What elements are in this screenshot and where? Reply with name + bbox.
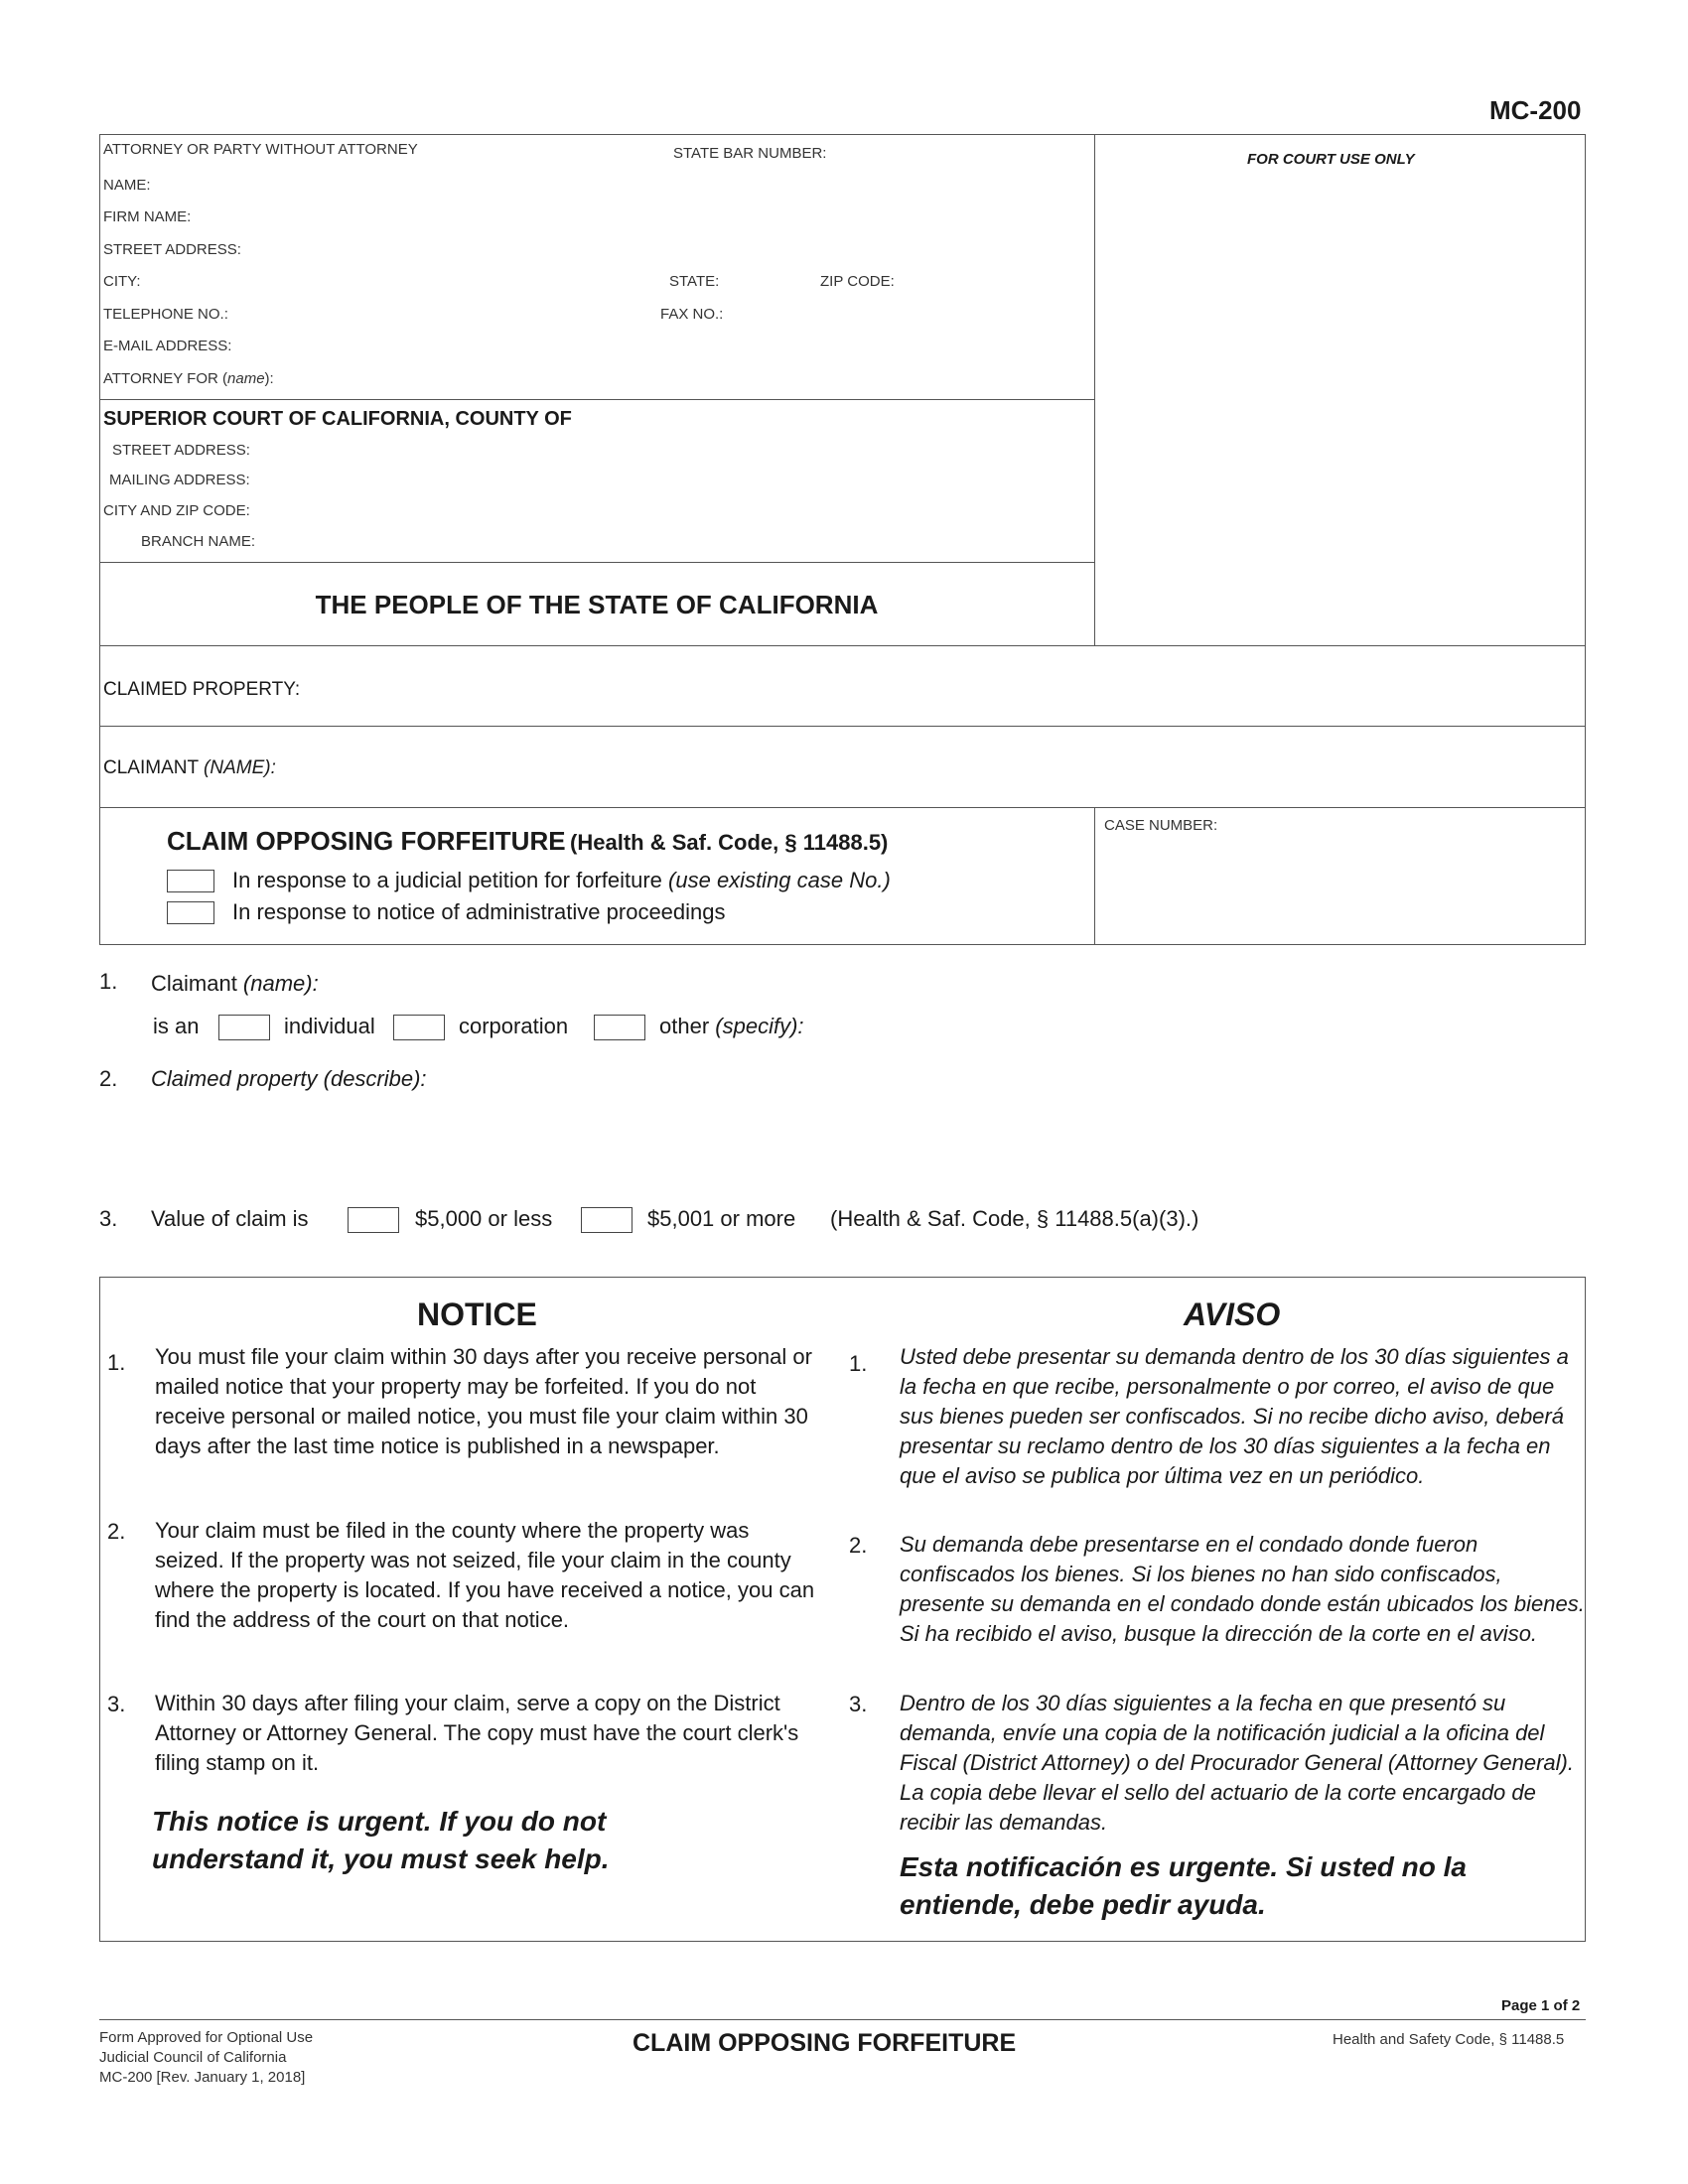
city-label: CITY:: [103, 273, 141, 290]
aviso-urgent: Esta notificación es urgente. Si usted no la entiende, debe pedir ayuda.: [900, 1851, 1468, 1920]
item-3-label: Value of claim is: [151, 1206, 309, 1231]
other-label: other (specify):: [659, 1014, 804, 1038]
case-number-label: CASE NUMBER:: [1104, 817, 1218, 834]
court-mailing-label: MAILING ADDRESS:: [109, 472, 250, 488]
item-2-number: 2.: [99, 1066, 118, 1091]
value-less-label: $5,000 or less: [415, 1206, 553, 1231]
state-bar-label: STATE BAR NUMBER:: [673, 145, 827, 162]
notice-item-3: Within 30 days after filing your claim, serve a copy on the District Attorney or Attorney General. The copy must have the court clerk's filing stamp on it.: [155, 1691, 799, 1775]
aviso-item-2: Su demanda debe presentarse en el condado donde fueron confiscados los bienes. Si los bienes no han sido confiscados, presente su demanda en el condado donde están ubicados los bienes. Si ha recibido el aviso, busque la dirección de la corte en el aviso.: [900, 1532, 1585, 1646]
is-an-label: is an: [153, 1014, 200, 1038]
court-branch-label: BRANCH NAME:: [141, 533, 256, 550]
notice-item-1-number: 1.: [107, 1350, 126, 1375]
aviso-heading: AVISO: [1184, 1297, 1281, 1332]
individual-label: individual: [284, 1014, 375, 1038]
claimed-property-label: CLAIMED PROPERTY:: [103, 679, 301, 700]
form-number: MC-200: [1489, 95, 1582, 125]
other-checkbox[interactable]: [594, 1015, 645, 1040]
notice-item-2-number: 2.: [107, 1519, 126, 1544]
page-number: Page 1 of 2: [1501, 1997, 1581, 2014]
administrative-checkbox[interactable]: [167, 901, 214, 924]
people-title: THE PEOPLE OF THE STATE OF CALIFORNIA: [315, 590, 879, 619]
administrative-label: In response to notice of administrative proceedings: [232, 899, 726, 924]
individual-checkbox[interactable]: [218, 1015, 270, 1040]
court-street-label: STREET ADDRESS:: [112, 442, 250, 459]
footer-title: CLAIM OPPOSING FORFEITURE: [633, 2029, 1017, 2057]
value-code-label: (Health & Saf. Code, § 11488.5(a)(3).): [830, 1206, 1199, 1231]
email-label: E-MAIL ADDRESS:: [103, 338, 232, 354]
fax-label: FAX NO.:: [660, 306, 724, 323]
court-cityzip-label: CITY AND ZIP CODE:: [103, 502, 250, 519]
aviso-item-3: Dentro de los 30 días siguientes a la fecha en que presentó su demanda, envíe una copia de la notificación judicial a la oficina del Fiscal (District Attorney) o del Procurador General (Attorney General). La copia debe llevar el sello del actuario de la corte encargado de recibir las demandas.: [900, 1691, 1574, 1835]
footer-approved: Form Approved for Optional Use: [99, 2029, 314, 2046]
aviso-item-1-number: 1.: [849, 1351, 868, 1376]
judicial-petition-label: In response to a judicial petition for forfeiture (use existing case No.): [232, 868, 891, 892]
notice-item-3-number: 3.: [107, 1692, 126, 1716]
item-1-number: 1.: [99, 969, 118, 994]
footer-council: Judicial Council of California: [99, 2049, 287, 2066]
notice-item-2: Your claim must be filed in the county where the property was seized. If the property was not seized, file your claim in the county where the property is located. If you have received a notice, you can find the address of the court on that notice.: [155, 1518, 815, 1632]
attorney-for-label: ATTORNEY FOR (name):: [103, 370, 274, 387]
court-heading: SUPERIOR COURT OF CALIFORNIA, COUNTY OF: [103, 408, 572, 430]
aviso-item-2-number: 2.: [849, 1533, 868, 1558]
notice-item-1: You must file your claim within 30 days after you receive personal or mailed notice that your property may be forfeited. If you do not receive personal or mailed notice, you must file your claim within 30 days after the last time notice is published in a newspaper.: [155, 1344, 812, 1458]
footer-revision: MC-200 [Rev. January 1, 2018]: [99, 2069, 306, 2086]
firm-label: FIRM NAME:: [103, 208, 192, 225]
street-label: STREET ADDRESS:: [103, 241, 241, 258]
claimant-label: CLAIMANT (NAME):: [103, 757, 276, 778]
value-more-label: $5,001 or more: [647, 1206, 796, 1231]
court-use-label: FOR COURT USE ONLY: [1247, 151, 1415, 168]
corporation-label: corporation: [459, 1014, 569, 1038]
zip-label: ZIP CODE:: [820, 273, 895, 290]
attorney-heading: ATTORNEY OR PARTY WITHOUT ATTORNEY: [103, 141, 418, 158]
footer-code: Health and Safety Code, § 11488.5: [1333, 2031, 1565, 2048]
judicial-petition-checkbox[interactable]: [167, 870, 214, 892]
notice-urgent: This notice is urgent. If you do not understand it, you must seek help.: [152, 1806, 610, 1874]
aviso-item-3-number: 3.: [849, 1692, 868, 1716]
item-3-number: 3.: [99, 1206, 118, 1231]
name-label: NAME:: [103, 177, 151, 194]
item-1-label: Claimant (name):: [151, 971, 319, 996]
notice-heading: NOTICE: [417, 1297, 537, 1332]
corporation-checkbox[interactable]: [393, 1015, 445, 1040]
value-less-checkbox[interactable]: [348, 1207, 399, 1233]
item-2-label: Claimed property (describe):: [151, 1066, 427, 1091]
value-more-checkbox[interactable]: [581, 1207, 633, 1233]
state-label: STATE:: [669, 273, 720, 290]
form-title: CLAIM OPPOSING FORFEITURE (Health & Saf. Code, § 11488.5): [167, 826, 889, 856]
telephone-label: TELEPHONE NO.:: [103, 306, 228, 323]
aviso-item-1: Usted debe presentar su demanda dentro de los 30 días siguientes a la fecha en que recibe, personalmente o por correo, el aviso de que sus bienes pueden ser confiscados. Si no recibe dicho aviso, deberá presentar su reclamo dentro de los 30 días siguientes a la fecha en que el aviso se publica por última vez en un periódico.: [900, 1344, 1569, 1488]
